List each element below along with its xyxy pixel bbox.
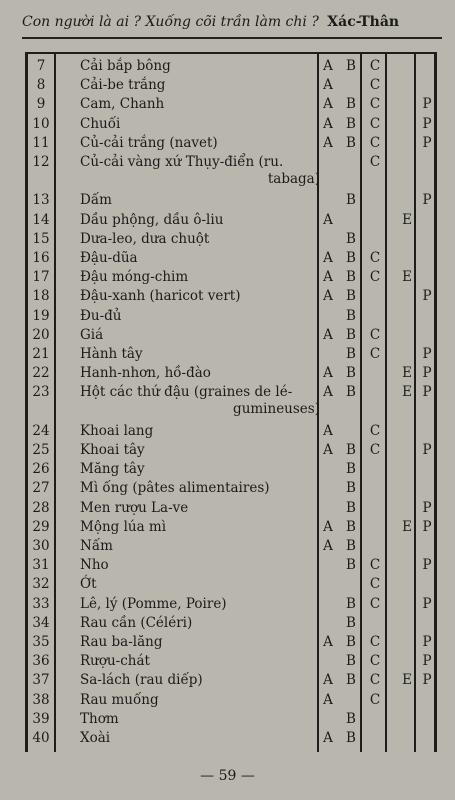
vitamin-mark-a: A <box>323 77 333 94</box>
vitamin-mark-c: C <box>369 595 381 612</box>
vitamin-mark-a: A <box>323 691 333 708</box>
food-name: Dầu phộng, dầu ô-liu <box>80 211 224 228</box>
vitamin-mark-p: P <box>422 96 432 113</box>
row-number: 24 <box>32 422 50 439</box>
vitamin-mark-p: P <box>422 384 432 401</box>
row-number: 26 <box>32 461 50 478</box>
row-number: 37 <box>32 672 50 689</box>
food-name: Rau muống <box>80 691 159 708</box>
vitamin-mark-p: P <box>422 288 432 305</box>
vitamin-mark-b: B <box>346 653 356 670</box>
vitamin-mark-b: B <box>346 230 356 247</box>
vitamin-mark-a: A <box>323 211 333 228</box>
food-name: Hanh-nhơn, hồ-đào <box>80 365 211 382</box>
food-name: Rau ba-lăng <box>80 634 163 650</box>
vitamin-mark-e: E <box>402 365 412 382</box>
food-name: Đậu móng-chim <box>80 269 189 286</box>
row-number: 13 <box>32 192 50 209</box>
vitamin-mark-b: B <box>346 595 356 612</box>
vitamin-mark-c: C <box>369 653 381 670</box>
vitamin-mark-e: E <box>402 672 412 689</box>
vitamin-mark-b: B <box>346 518 356 535</box>
row-number: 40 <box>32 730 50 746</box>
header-rule <box>22 37 442 39</box>
food-name: Mộng lúa mì <box>80 518 167 535</box>
food-name: Mì ống (pâtes alimentaires) <box>80 480 270 497</box>
row-number: 36 <box>32 653 50 670</box>
vitamin-mark-a: A <box>323 518 333 535</box>
food-name: Rượu-chát <box>80 653 150 670</box>
vitamin-mark-p: P <box>422 346 432 362</box>
vitamin-mark-p: P <box>422 192 432 209</box>
vitamin-mark-a: A <box>323 288 333 305</box>
vitamin-mark-p: P <box>422 653 432 670</box>
column-divider-number <box>54 52 56 752</box>
table-top-border <box>25 52 437 54</box>
food-name: Củ-cải vàng xứ Thụy-điển (ru. <box>80 154 284 170</box>
vitamin-mark-p: P <box>422 365 432 382</box>
vitamin-mark-b: B <box>346 480 356 497</box>
vitamin-mark-b: B <box>346 614 356 631</box>
vitamin-mark-a: A <box>323 134 333 151</box>
vitamin-mark-c: C <box>369 154 381 170</box>
food-name: Nho <box>80 557 109 574</box>
food-name: Khoai lang <box>80 422 154 439</box>
vitamin-mark-a: A <box>323 269 333 286</box>
vitamin-mark-b: B <box>346 134 356 151</box>
vitamin-mark-a: A <box>323 58 333 74</box>
vitamin-table <box>28 58 438 758</box>
vitamin-mark-c: C <box>369 58 381 74</box>
vitamin-mark-b: B <box>346 499 356 516</box>
food-name: Rau cần (Céléri) <box>80 614 193 631</box>
food-name: Men rượu La-ve <box>80 499 189 516</box>
vitamin-mark-b: B <box>346 538 356 554</box>
food-name: Đậu-xanh (haricot vert) <box>80 288 241 305</box>
vitamin-mark-b: B <box>346 192 356 209</box>
running-title: Con người là ai ? Xuống cõi trần làm chi ? <box>22 14 319 30</box>
food-name: Ớt <box>80 576 97 593</box>
row-number: 39 <box>32 710 50 727</box>
vitamin-mark-a: A <box>323 422 333 439</box>
row-number: 28 <box>32 499 50 516</box>
vitamin-mark-c: C <box>369 269 381 286</box>
food-name: Dưa-leo, dưa chuột <box>80 230 210 247</box>
vitamin-mark-b: B <box>346 365 356 382</box>
vitamin-mark-c: C <box>369 326 381 343</box>
vitamin-mark-c: C <box>369 77 381 94</box>
food-name: Cam, Chanh <box>80 96 165 113</box>
vitamin-mark-a: A <box>323 326 333 343</box>
row-number: 12 <box>32 154 50 170</box>
vitamin-mark-e: E <box>402 384 412 401</box>
vitamin-mark-b: B <box>346 58 356 74</box>
row-number: 19 <box>32 307 50 324</box>
row-number: 16 <box>32 250 50 266</box>
vitamin-mark-c: C <box>369 346 381 362</box>
vitamin-mark-c: C <box>369 96 381 113</box>
vitamin-mark-b: B <box>346 96 356 113</box>
food-name: Lê, lý (Pomme, Poire) <box>80 595 227 612</box>
vitamin-mark-b: B <box>346 326 356 343</box>
food-name-continued: tabaga) <box>267 171 320 187</box>
vitamin-mark-b: B <box>346 288 356 305</box>
vitamin-mark-b: B <box>346 307 356 324</box>
row-number: 30 <box>32 538 50 554</box>
row-number: 15 <box>32 230 50 247</box>
vitamin-mark-b: B <box>346 672 356 689</box>
row-number: 29 <box>32 518 50 535</box>
vitamin-mark-a: A <box>323 365 333 382</box>
vitamin-mark-e: E <box>402 211 412 228</box>
vitamin-mark-a: A <box>323 634 333 650</box>
column-divider-e <box>414 52 416 752</box>
vitamin-mark-b: B <box>346 730 356 746</box>
row-number: 23 <box>32 384 50 401</box>
row-number: 20 <box>32 326 50 343</box>
vitamin-mark-p: P <box>422 634 432 650</box>
vitamin-mark-c: C <box>369 672 381 689</box>
food-name: Xoài <box>80 730 111 746</box>
row-number: 9 <box>36 96 46 113</box>
row-number: 34 <box>32 614 50 631</box>
vitamin-mark-c: C <box>369 576 381 593</box>
vitamin-mark-a: A <box>323 115 333 132</box>
food-name: Khoai tây <box>80 442 145 458</box>
food-name: Cải-be trắng <box>80 77 166 94</box>
vitamin-mark-b: B <box>346 384 356 401</box>
vitamin-mark-c: C <box>369 557 381 574</box>
row-number: 11 <box>32 134 50 151</box>
food-name: Đậu-dũa <box>80 250 138 266</box>
vitamin-mark-e: E <box>402 518 412 535</box>
vitamin-mark-c: C <box>369 442 381 458</box>
vitamin-mark-c: C <box>369 634 381 650</box>
vitamin-mark-a: A <box>323 730 333 746</box>
vitamin-mark-c: C <box>369 422 381 439</box>
running-header <box>22 14 442 36</box>
vitamin-mark-b: B <box>346 634 356 650</box>
row-number: 21 <box>32 346 50 362</box>
vitamin-mark-b: B <box>346 710 356 727</box>
vitamin-mark-b: B <box>346 346 356 362</box>
food-name: Giá <box>80 326 104 343</box>
row-number: 18 <box>32 288 50 305</box>
food-name: Măng tây <box>80 461 145 478</box>
vitamin-mark-b: B <box>346 442 356 458</box>
food-name-continued: gumineuses) <box>233 401 320 418</box>
food-name: Hột các thứ đậu (graines de lé- <box>80 384 293 401</box>
row-number: 14 <box>32 211 50 228</box>
vitamin-mark-c: C <box>369 250 381 266</box>
vitamin-mark-e: E <box>402 269 412 286</box>
row-number: 35 <box>32 634 50 650</box>
food-name: Dấm <box>80 192 112 209</box>
vitamin-mark-a: A <box>323 250 333 266</box>
row-number: 7 <box>36 58 46 74</box>
vitamin-mark-b: B <box>346 461 356 478</box>
vitamin-mark-p: P <box>422 499 432 516</box>
row-number: 31 <box>32 557 50 574</box>
food-name: Củ-cải trắng (navet) <box>80 134 218 151</box>
vitamin-mark-p: P <box>422 442 432 458</box>
column-divider-c <box>385 52 387 752</box>
vitamin-mark-p: P <box>422 672 432 689</box>
vitamin-mark-a: A <box>323 538 333 554</box>
food-name: Sa-lách (rau diếp) <box>80 672 203 689</box>
vitamin-mark-a: A <box>323 442 333 458</box>
vitamin-mark-b: B <box>346 115 356 132</box>
vitamin-mark-a: A <box>323 96 333 113</box>
row-number: 17 <box>32 269 50 286</box>
vitamin-mark-b: B <box>346 250 356 266</box>
row-number: 32 <box>32 576 50 593</box>
vitamin-mark-p: P <box>422 115 432 132</box>
vitamin-mark-b: B <box>346 269 356 286</box>
row-number: 38 <box>32 691 50 708</box>
food-name: Chuối <box>80 115 121 132</box>
page-number: — 59 — <box>200 768 255 784</box>
section-author: Xác-Thân <box>327 14 400 30</box>
vitamin-mark-p: P <box>422 595 432 612</box>
food-name: Thơm <box>80 710 119 727</box>
vitamin-mark-a: A <box>323 384 333 401</box>
food-name: Cải bắp bông <box>80 58 171 74</box>
vitamin-mark-p: P <box>422 518 432 535</box>
vitamin-mark-p: P <box>422 134 432 151</box>
vitamin-mark-c: C <box>369 691 381 708</box>
vitamin-mark-p: P <box>422 557 432 574</box>
food-name: Hành tây <box>80 346 143 362</box>
vitamin-mark-a: A <box>323 672 333 689</box>
food-name: Đu-đủ <box>80 307 122 324</box>
row-number: 33 <box>32 595 50 612</box>
row-number: 25 <box>32 442 50 458</box>
vitamin-mark-c: C <box>369 115 381 132</box>
row-number: 10 <box>32 115 50 132</box>
vitamin-mark-c: C <box>369 134 381 151</box>
vitamin-mark-b: B <box>346 557 356 574</box>
row-number: 27 <box>32 480 50 497</box>
row-number: 22 <box>32 365 50 382</box>
row-number: 8 <box>36 77 46 94</box>
food-name: Nấm <box>80 538 113 554</box>
